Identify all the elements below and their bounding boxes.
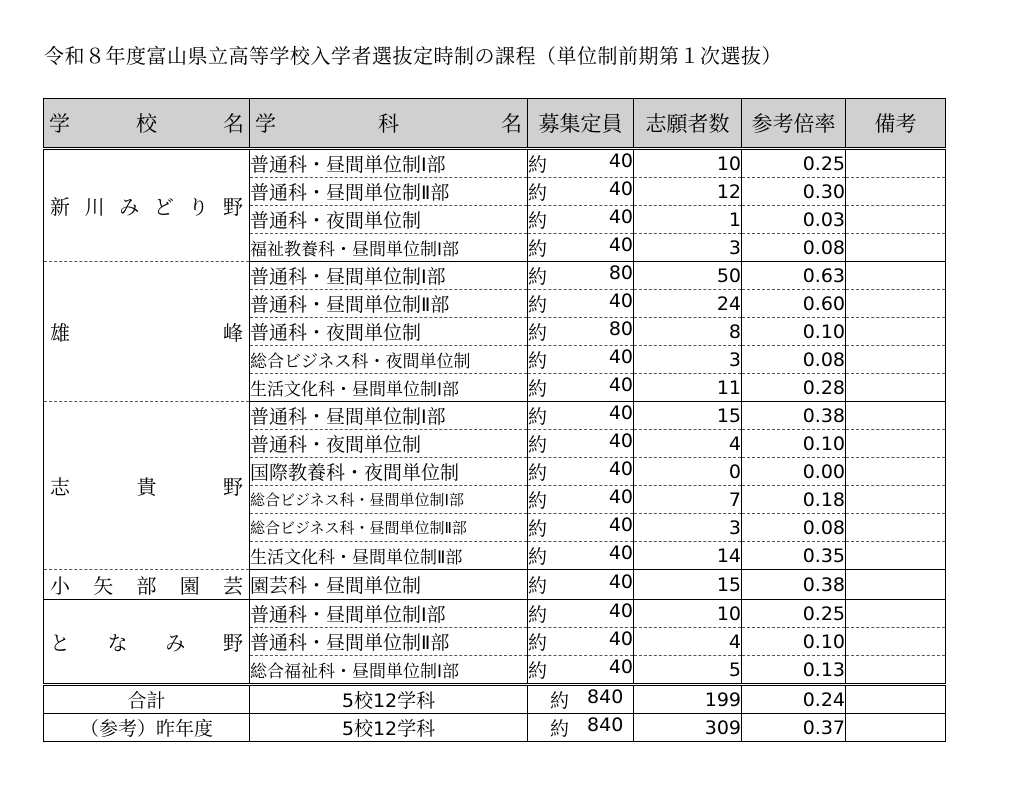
- selection-table: [43, 98, 946, 742]
- capacity-prefix: 約: [528, 518, 548, 540]
- notes-cell: [846, 346, 946, 374]
- capacity-cell: [528, 430, 634, 458]
- capacity-cell: [528, 402, 634, 430]
- capacity-value: 40: [608, 600, 633, 622]
- ratio-cell: 0.28: [742, 374, 846, 402]
- ratio-cell: 0.25: [742, 149, 846, 178]
- capacity-cell: [528, 486, 634, 514]
- notes-cell: [846, 458, 946, 486]
- applicants-cell: 15: [634, 402, 742, 430]
- notes-cell: [846, 318, 946, 346]
- capacity-value: 80: [608, 262, 633, 284]
- ratio-cell: 0.38: [742, 402, 846, 430]
- ratio-cell: 0.13: [742, 656, 846, 685]
- capacity-prefix: 約: [528, 660, 548, 682]
- school-name-cell: [44, 149, 250, 262]
- school-name-cell: [44, 402, 250, 570]
- header-row: [44, 99, 946, 149]
- notes-cell: [846, 206, 946, 234]
- capacity-prefix: 約: [528, 210, 548, 232]
- notes-cell: [846, 542, 946, 570]
- capacity-cell: [528, 374, 634, 402]
- capacity-prefix: 約: [528, 575, 548, 597]
- ratio-cell: 0.38: [742, 570, 846, 600]
- department-cell: 生活文化科・昼間単位制Ⅰ部: [250, 374, 528, 402]
- ratio-cell: 0.35: [742, 542, 846, 570]
- capacity-prefix: 約: [528, 378, 548, 400]
- capacity-prefix: 約: [528, 632, 548, 654]
- applicants-cell: 15: [634, 570, 742, 600]
- notes-cell: [846, 486, 946, 514]
- ratio-cell: 0.10: [742, 628, 846, 656]
- applicants-cell: 3: [634, 514, 742, 542]
- applicants-cell: 24: [634, 290, 742, 318]
- notes-cell: [846, 570, 946, 600]
- total-row: [44, 685, 946, 714]
- department-cell: 普通科・昼間単位制Ⅱ部: [250, 290, 528, 318]
- capacity-cell: [528, 178, 634, 206]
- applicants-cell: 4: [634, 430, 742, 458]
- ratio-cell: 0.18: [742, 486, 846, 514]
- previous-year-row: [44, 714, 946, 742]
- total-department: 5校12学科: [250, 714, 528, 742]
- capacity-prefix: 約: [528, 546, 548, 568]
- ratio-cell: 0.03: [742, 206, 846, 234]
- capacity-cell: [528, 458, 634, 486]
- department-cell: 普通科・昼間単位制Ⅰ部: [250, 149, 528, 178]
- department-cell: 普通科・夜間単位制: [250, 430, 528, 458]
- capacity-value: 40: [608, 542, 633, 564]
- total-label: （参考）昨年度: [44, 714, 250, 742]
- ratio-cell: 0.30: [742, 178, 846, 206]
- school-name-cell: [44, 262, 250, 402]
- notes-cell: [846, 430, 946, 458]
- notes-cell: [846, 178, 946, 206]
- capacity-value: 40: [608, 458, 633, 480]
- department-cell: 国際教養科・夜間単位制: [250, 458, 528, 486]
- capacity-cell: [528, 346, 634, 374]
- notes-cell: [846, 402, 946, 430]
- school-name: 小 矢 部 園 芸: [50, 574, 243, 598]
- capacity-value: 40: [608, 374, 633, 396]
- capacity-cell: [528, 628, 634, 656]
- capacity-value: 40: [608, 656, 633, 678]
- department-cell: 総合ビジネス科・夜間単位制: [250, 346, 528, 374]
- ratio-cell: 0.08: [742, 514, 846, 542]
- header-school: [44, 99, 250, 149]
- capacity-cell: [528, 149, 634, 178]
- ratio-cell: 0.00: [742, 458, 846, 486]
- capacity-cell: [528, 206, 634, 234]
- school-name: 雄 峰: [50, 321, 243, 345]
- capacity-value: 840: [587, 686, 624, 708]
- table-row: [44, 600, 946, 628]
- total-label: 合計: [44, 685, 250, 714]
- applicants-cell: 4: [634, 628, 742, 656]
- capacity-cell: [528, 262, 634, 290]
- department-cell: 総合ビジネス科・昼間単位制Ⅱ部: [250, 514, 528, 542]
- school-name: 志 貴 野: [50, 475, 243, 499]
- capacity-prefix: 約: [528, 182, 548, 204]
- applicants-cell: 12: [634, 178, 742, 206]
- applicants-cell: 3: [634, 346, 742, 374]
- capacity-value: 40: [608, 346, 633, 368]
- header-applicants: 志願者数: [634, 99, 742, 149]
- department-cell: 総合ビジネス科・昼間単位制Ⅰ部: [250, 486, 528, 514]
- capacity-value: 40: [608, 234, 633, 256]
- notes-cell: [846, 714, 946, 742]
- capacity-value: 40: [608, 402, 633, 424]
- applicants-cell: 11: [634, 374, 742, 402]
- capacity-value: 40: [608, 150, 633, 172]
- notes-cell: [846, 234, 946, 262]
- department-cell: 総合福祉科・昼間単位制Ⅰ部: [250, 656, 528, 685]
- header-school-label: 学 校 名: [49, 112, 244, 136]
- department-cell: 生活文化科・昼間単位制Ⅱ部: [250, 542, 528, 570]
- total-capacity-cell: [528, 714, 634, 742]
- capacity-prefix: 約: [528, 294, 548, 316]
- capacity-value: 40: [608, 178, 633, 200]
- capacity-value: 40: [608, 628, 633, 650]
- applicants-cell: 3: [634, 234, 742, 262]
- department-cell: 普通科・昼間単位制Ⅱ部: [250, 628, 528, 656]
- applicants-cell: 5: [634, 656, 742, 685]
- total-applicants: 309: [634, 714, 742, 742]
- capacity-value: 40: [608, 430, 633, 452]
- capacity-prefix: 約: [528, 154, 548, 176]
- table-row: [44, 570, 946, 600]
- notes-cell: [846, 374, 946, 402]
- school-name: と な み 野: [50, 631, 243, 655]
- total-department: 5校12学科: [250, 685, 528, 714]
- capacity-cell: [528, 570, 634, 600]
- applicants-cell: 50: [634, 262, 742, 290]
- capacity-prefix: 約: [528, 490, 548, 512]
- capacity-cell: [528, 290, 634, 318]
- notes-cell: [846, 600, 946, 628]
- applicants-cell: 7: [634, 486, 742, 514]
- capacity-cell: [528, 600, 634, 628]
- capacity-value: 40: [608, 571, 633, 593]
- ratio-cell: 0.08: [742, 346, 846, 374]
- capacity-cell: [528, 234, 634, 262]
- notes-cell: [846, 514, 946, 542]
- department-cell: 普通科・昼間単位制Ⅱ部: [250, 178, 528, 206]
- department-cell: 普通科・昼間単位制Ⅰ部: [250, 402, 528, 430]
- capacity-prefix: 約: [528, 604, 548, 626]
- capacity-prefix: 約: [528, 434, 548, 456]
- capacity-cell: [528, 656, 634, 685]
- capacity-cell: [528, 542, 634, 570]
- applicants-cell: 10: [634, 600, 742, 628]
- total-applicants: 199: [634, 685, 742, 714]
- applicants-cell: 1: [634, 206, 742, 234]
- notes-cell: [846, 149, 946, 178]
- notes-cell: [846, 628, 946, 656]
- ratio-cell: 0.63: [742, 262, 846, 290]
- capacity-prefix: 約: [528, 266, 548, 288]
- header-notes: 備考: [846, 99, 946, 149]
- capacity-prefix: 約: [550, 718, 570, 740]
- applicants-cell: 8: [634, 318, 742, 346]
- table-row: [44, 402, 946, 430]
- applicants-cell: 14: [634, 542, 742, 570]
- total-capacity-cell: [528, 685, 634, 714]
- page-title: 令和８年度富山県立高等学校入学者選抜定時制の課程（単位制前期第１次選抜）: [44, 44, 782, 68]
- department-cell: 普通科・夜間単位制: [250, 206, 528, 234]
- ratio-cell: 0.25: [742, 600, 846, 628]
- header-ratio: 参考倍率: [742, 99, 846, 149]
- department-cell: 普通科・昼間単位制Ⅰ部: [250, 262, 528, 290]
- department-cell: 福祉教養科・昼間単位制Ⅰ部: [250, 234, 528, 262]
- capacity-prefix: 約: [528, 322, 548, 344]
- department-cell: 普通科・昼間単位制Ⅰ部: [250, 600, 528, 628]
- notes-cell: [846, 656, 946, 685]
- capacity-cell: [528, 318, 634, 346]
- notes-cell: [846, 262, 946, 290]
- header-capacity: 募集定員: [528, 99, 634, 149]
- capacity-value: 40: [608, 514, 633, 536]
- school-name-cell: [44, 600, 250, 685]
- capacity-value: 40: [608, 290, 633, 312]
- department-cell: 普通科・夜間単位制: [250, 318, 528, 346]
- capacity-cell: [528, 514, 634, 542]
- ratio-cell: 0.10: [742, 430, 846, 458]
- table-body: [44, 149, 946, 742]
- capacity-value: 840: [587, 714, 624, 736]
- capacity-prefix: 約: [528, 350, 548, 372]
- capacity-prefix: 約: [528, 462, 548, 484]
- header-department: [250, 99, 528, 149]
- capacity-prefix: 約: [528, 406, 548, 428]
- header-department-label: 学 科 名: [255, 112, 522, 136]
- department-cell: 園芸科・昼間単位制: [250, 570, 528, 600]
- capacity-value: 80: [608, 318, 633, 340]
- ratio-cell: 0.08: [742, 234, 846, 262]
- notes-cell: [846, 290, 946, 318]
- notes-cell: [846, 685, 946, 714]
- ratio-cell: 0.10: [742, 318, 846, 346]
- capacity-value: 40: [608, 206, 633, 228]
- table-row: [44, 149, 946, 178]
- table-row: [44, 262, 946, 290]
- ratio-cell: 0.60: [742, 290, 846, 318]
- school-name: 新 川 み ど り 野: [50, 195, 243, 219]
- total-ratio: 0.24: [742, 685, 846, 714]
- capacity-value: 40: [608, 486, 633, 508]
- total-ratio: 0.37: [742, 714, 846, 742]
- school-name-cell: [44, 570, 250, 600]
- capacity-prefix: 約: [528, 238, 548, 260]
- capacity-prefix: 約: [550, 690, 570, 712]
- applicants-cell: 10: [634, 149, 742, 178]
- applicants-cell: 0: [634, 458, 742, 486]
